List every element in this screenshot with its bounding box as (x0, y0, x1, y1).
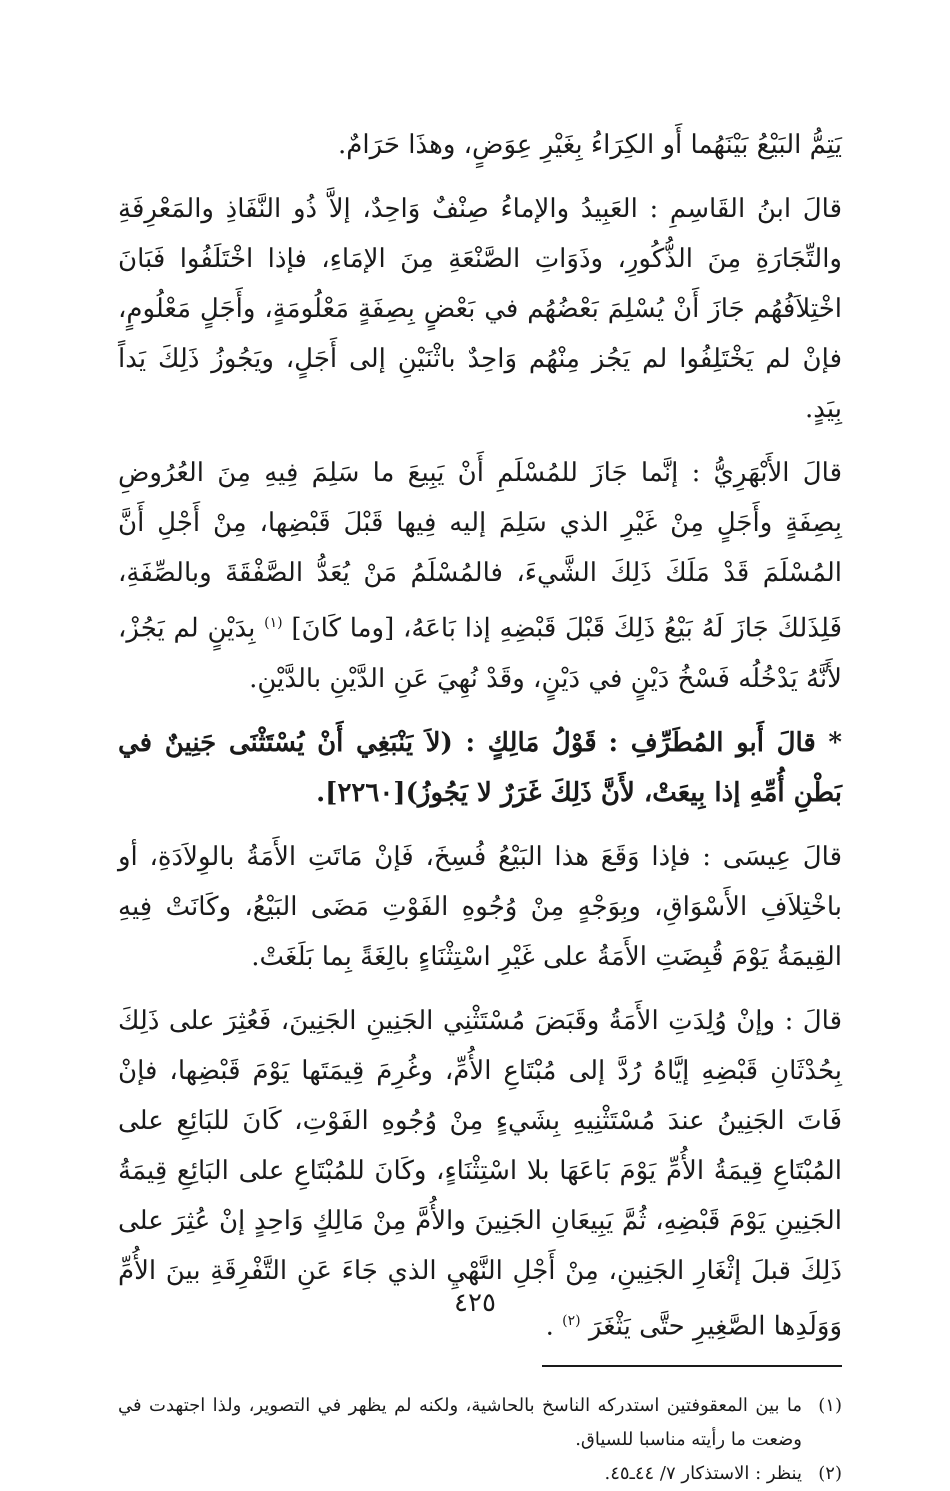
footnote-2-text: ينظر : الاستذكار ٧/ ٤٤ـ٤٥. (604, 1463, 802, 1485)
paragraph-6-lead: قالَ : (784, 1005, 843, 1036)
paragraph-4-text: قَوْلُ مَالِكٍ : (لاَ يَنْبَغِي أَنْ يُسْتَثْنَى جَنِينٌ في بَطْنِ أُمِّهِ إذا بِيعَتْ، لأَنَّ ذَلِكَ غَرَرٌ لا يَجُوزُ)[٢٢٦٠]. (118, 727, 842, 808)
footnote-1 (118, 1389, 842, 1457)
paragraph-6-text-cont: . (545, 1311, 554, 1342)
footnote-1-number: (١) (818, 1395, 842, 1417)
footnote-ref-1[interactable]: (١) (264, 615, 283, 631)
footnote-ref-2[interactable]: (٢) (562, 1312, 581, 1329)
paragraph-5-lead: قالَ عِيسَى : (702, 841, 842, 872)
paragraph-3-lead: قالَ الأَبْهَرِيُّ : (691, 458, 842, 488)
paragraph-1 (118, 120, 842, 170)
paragraph-3-text-cont: بِدَيْنٍ لم يَجُزْ، لأَنَّهُ يَدْخُلُه فَسْخُ دَيْنٍ في دَيْنٍ، وقَدْ نُهِيَ عَنِ الدَّيْنِ بالدَّيْنِ. (118, 613, 842, 694)
paragraph-2-text: العَبِيدُ والإماءُ صِنْفٌ وَاحِدٌ، إلاَّ ذُو النَّفَاذِ والمَعْرِفَةِ والتِّجَارَةِ مِنَ الذُّكُورِ، وذَوَاتِ الصَّنْعَةِ مِنَ الإمَاءِ، فإذا اخْتَلَفُوا فَبَانَ اخْتِلاَفُهُم جَازَ أَنْ يُسْلِمَ بَعْضُهُم في بَعْضٍ بِصِفَةٍ مَعْلُومَةٍ، وأَجَلٍ مَعْلُومٍ، فإنْ لم يَخْتَلِفُوا لم يَجُز مِنْهُم وَاحِدٌ باثْنَيْنِ إلى أَجَلٍ، ويَجُوزُ ذَلِكَ يَداً بِيَدٍ. (118, 194, 842, 424)
footnote-divider (542, 1365, 842, 1367)
paragraph-4-lead: * قالَ أَبو المُطَرِّفِ : (608, 727, 843, 758)
paragraph-5-text: فإذا وَقَعَ هذا البَيْعُ فُسِخَ، فَإنْ مَاتَتِ الأَمَةُ بالوِلاَدَةِ، أو باخْتِلاَفِ الأَسْوَاقِ، وبِوَجْهٍ مِنْ وُجُوهِ الفَوْتِ مَضَى البَيْعُ، وكَانَتْ فِيهِ القِيمَةُ يَوْمَ قُبِضَتِ الأَمَةُ على غَيْرِ اسْتِثْنَاءٍ بالِغَةً بِما بَلَغَتْ. (118, 841, 842, 972)
paragraph-2-lead: قالَ ابنُ القَاسِمِ : (649, 194, 843, 224)
page-number: ٤٢٥ (454, 1288, 496, 1318)
paragraph-6-text: وإنْ وُلِدَتِ الأَمَةُ وقَبَضَ مُسْتَثْنِي الجَنِينِ الجَنِينَ، فَعُثِرَ على ذَلِكَ بِحُدْثَانِ قَبْضِهِ إيَّاهُ رُدَّ إلى مُبْتَاعِ الأُمِّ، وغُرِمَ قِيمَتَها يَوْمَ قَبْضِها، فإنْ فَاتَ الجَنِينُ عندَ مُسْتَثْنِيهِ بِشَيءٍ مِنْ وُجُوهِ الفَوْتِ، كَانَ للبَائِعِ على المُبْتَاعِ قِيمَةُ الأُمِّ يَوْمَ بَاعَهَا بلا اسْتِثْنَاءٍ، وكَانَ للمُبْتَاعِ على البَائِعِ قِيمَةُ الجَنِينِ يَوْمَ قَبْضِهِ، ثُمَّ يَبِيعَانِ الجَنِينَ والأُمَّ مِنْ مَالِكٍ وَاحِدٍ إنْ عُثِرَ على ذَلِكَ قبلَ إثْغَارِ الجَنِينِ، مِنْ أَجْلِ النَّهْيِ الذي جَاءَ عَنِ التَّفْرِقَةِ بينَ الأُمِّ وَوَلَدِها الصَّغِيرِ حتَّى يَثْغَرَ (118, 1005, 842, 1342)
footnote-1-text: ما بين المعقوفتين استدركه الناسخ بالحاشية، ولكنه لم يظهر في التصوير، ولذا اجتهدت في وضعت ما رأيته مناسبا للسياق. (118, 1395, 802, 1451)
footnote-2 (118, 1457, 842, 1491)
paragraph-2 (118, 184, 842, 434)
paragraph-1-text: يَتِمُّ البَيْعُ بَيْنَهُما أَو الكِرَاءُ بِغَيْرِ عِوَضٍ، وهذَا حَرَامٌ. (337, 130, 842, 160)
paragraph-4 (118, 718, 842, 818)
paragraph-5 (118, 832, 842, 982)
paragraph-3 (118, 448, 842, 704)
footnote-2-number: (٢) (818, 1463, 842, 1485)
paragraph-3-text: إنَّما جَازَ للمُسْلَمِ أَنْ يَبِيعَ ما سَلِمَ فِيهِ مِنَ العُرُوضِ بِصِفَةٍ وأَجَلٍ مِنْ غَيْرِ الذي سَلِمَ إليه فِيها قَبْلَ قَبْضِها، مِنْ أَجْلِ أَنَّ المُسْلَمَ قَدْ مَلَكَ ذَلِكَ الشَّيءَ، فالمُسْلَمُ مَنْ يُعَدُّ الصَّفْقَةَ وبالصِّفَةِ، فَلِذَلكَ جَازَ لَهُ بَيْعُ ذَلِكَ قَبْلَ قَبْضِهِ إذا بَاعَهُ، [وما كَانَ] (118, 458, 843, 644)
